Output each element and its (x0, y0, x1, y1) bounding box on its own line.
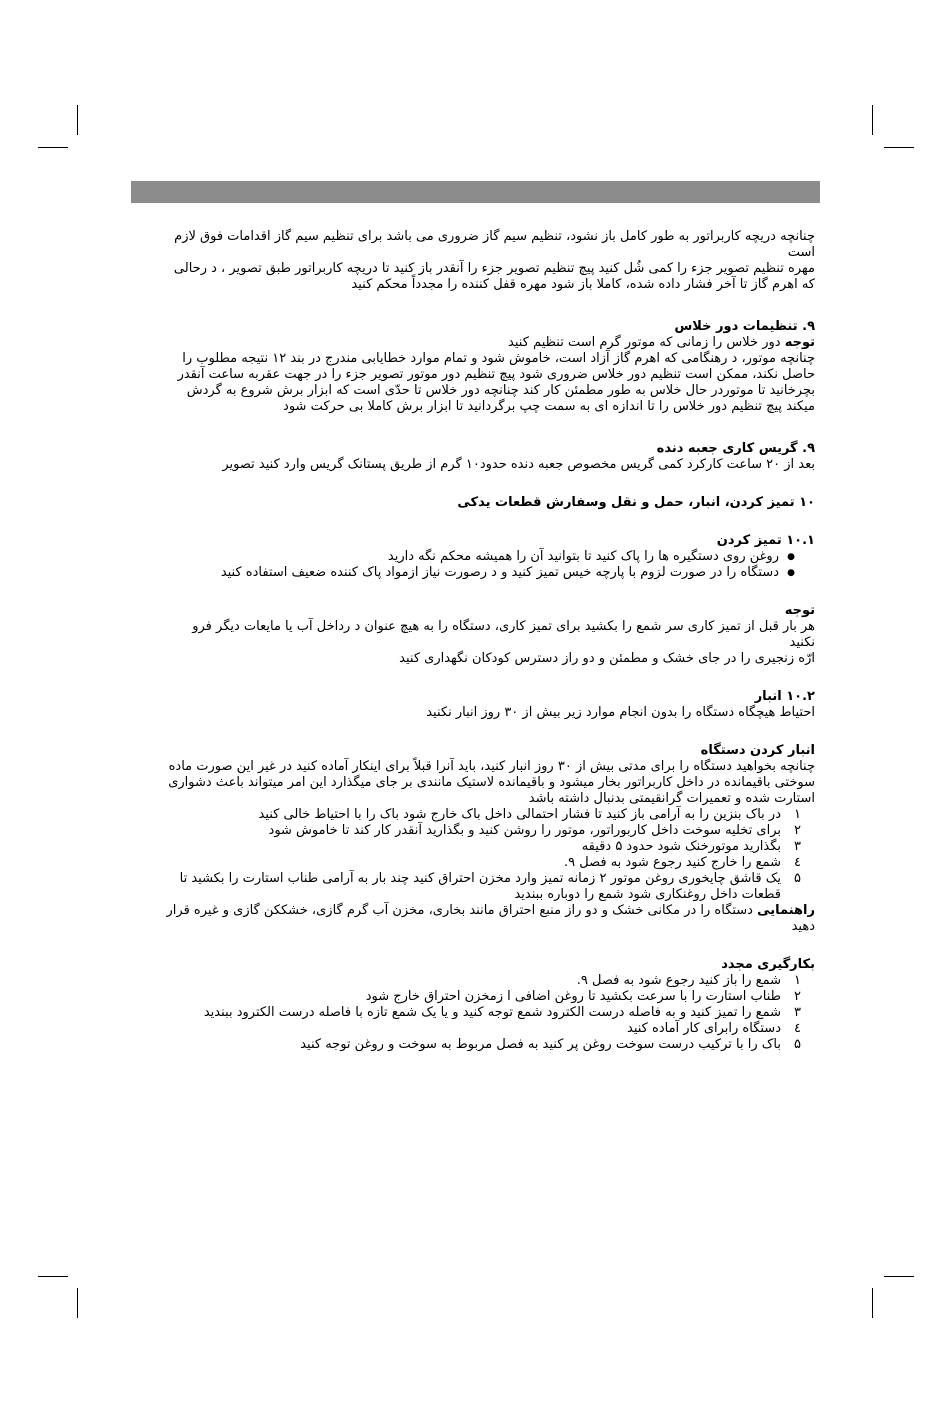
section-heading: بکارگیری مجدد (721, 957, 815, 972)
body-paragraph: چنانچه بخواهید دستگاه را برای مدتی بیش از ۳۰ روز انبار کنید، باید آنرا قبلاً برای اینکار آماده کنید در غیر این صورت ماده سوختی باقیمانده در داخل کاربراتور بخار میشود و باقیمانده لاستیک مانندی بر جای میگذارد این امر میتواند باعث دشواری استارت شده و تعمیرات گرانقیمتی بدنبال داشته باشد (168, 759, 815, 806)
section-heading: توجه (784, 603, 815, 618)
step-text: شمع را باز کنید رجوع شود به فصل ۹. (576, 973, 781, 988)
step-number: ۱ (794, 807, 801, 822)
list-item (165, 1021, 801, 1037)
list-item (165, 807, 801, 823)
step-text: دستگاه رابرای کار آماده کنید (627, 1021, 781, 1036)
list-item (165, 1005, 801, 1021)
step-text: یک قاشق چایخوری روغن موتور ۲ زمانه تمیز وارد مخزن احتراق کنید چند بار به آرامی طناب استارت را بکشید تا قطعات داخل روغنکاری شود شمع را دوباره ببندید (179, 871, 781, 902)
storing-steps (165, 807, 815, 903)
step-text: شمع را تمیز کنید و به فاصله درست الکترود شمع توجه کنید و یا یک شمع تازه با فاصله درست الکترود ببندید (203, 1005, 781, 1020)
crop-mark (884, 1276, 914, 1277)
body-paragraph: احتیاط هیچگاه دستگاه را بدون انجام موارد زیر بیش از ۳۰ روز انبار نکنید (426, 705, 815, 720)
crop-mark (77, 105, 78, 135)
step-number: ۲ (794, 989, 801, 1004)
list-item (165, 823, 801, 839)
step-number: ٤ (794, 855, 801, 870)
list-item: ● دستگاه را در صورت لزوم با پارچه خیس تمیز کنید و د رصورت نیاز ازمواد پاک کننده ضعیف استفاده کنید (165, 565, 779, 581)
section-heading: ۱۰.۲ انبار (754, 689, 815, 704)
note-text: دور خلاس را زمانی که موتور گرم است تنظیم کنید (508, 335, 785, 350)
intro-paragraph: مهره تنظیم تصویر جزء را کمی شُل کنید پیچ تنظیم تصویر جزء را آنقدر باز کنید تا دریچه کاربراتور طبق تصویر ، د رحالی که اهرم گاز تا آخر فشار داده شده، کاملا باز شود مهره قفل کننده را مجدداً محکم کنید (173, 261, 815, 292)
intro-paragraph: چنانچه دریچه کاربراتور به طور کامل باز نشود، تنظیم سیم گاز ضروری می باشد برای تنظیم سیم گاز اقدامات فوق لازم است (174, 229, 815, 260)
list-item (165, 973, 801, 989)
step-text: شمع را خارج کنید رجوع شود به فصل ۹. (563, 855, 781, 870)
list-item: ● روغن روی دستگیره ها را پاک کنید تا بتوانید آن را همیشه محکم نگه دارید (165, 549, 779, 565)
body-paragraph: بعد از ۲۰ ساعت کارکرد کمی گریس مخصوص جعبه دنده حدود۱۰ گرم از طریق پستانک گریس وارد کنید تصویر (222, 457, 815, 472)
section-heading: ۹. تنظیمات دور خلاس (674, 319, 815, 334)
crop-mark (872, 105, 873, 135)
hint-label: راهنمایی (757, 903, 815, 918)
list-item (165, 871, 801, 903)
list-item (165, 839, 801, 855)
step-number: ۵ (794, 1037, 801, 1052)
list-item (165, 855, 801, 871)
step-number: ۳ (794, 1005, 801, 1020)
step-number: ۱ (794, 973, 801, 988)
page-content (165, 229, 815, 1053)
section-heading: انبار کردن دستگاه (700, 743, 815, 758)
header-bar (131, 181, 820, 203)
step-number: ۲ (794, 823, 801, 838)
hint-text: دستگاه را در مکانی خشک و دو راز منبع احتراق مانند بخاری، مخزن آب گرم گازی، خشککن گازی و غیره قرار دهید (166, 903, 815, 934)
step-number: ۳ (794, 839, 801, 854)
body-paragraph: ارّه زنجیری را در جای خشک و مطمئن و دو راز دسترس کودکان نگهداری کنید (399, 651, 815, 666)
hint-paragraph (165, 903, 815, 935)
step-text: در باک بنزین را به آرامی باز کنید تا فشار احتمالی داخل باک خارج شود باک را با احتیاط خالی کنید (258, 807, 781, 822)
crop-mark (38, 1276, 68, 1277)
note-paragraph (165, 335, 815, 351)
step-number: ٤ (794, 1021, 801, 1036)
note-label: توجه (784, 335, 815, 350)
crop-mark (38, 147, 68, 148)
step-text: بگذارید موتورخنک شود حدود ۵ دقیقه (581, 839, 781, 854)
step-text: باک را با ترکیب درست سوخت روغن پر کنید به فصل مربوط به سوخت و روغن توجه کنید (300, 1037, 781, 1052)
section-heading: ۹. گریس کاری جعبه دنده (656, 441, 815, 456)
step-number: ۵ (794, 871, 801, 886)
body-paragraph: چنانچه موتور، د رهنگامی که اهرم گاز آزاد است، خاموش شود و تمام موارد خطایابی مندرج در بند ۱۲ نتیجه مطلوب را حاصل نکند، ممکن است تنظیم دور خلاس ضروری شود پیچ تنظیم دور موتور تصویر جزء را در جهت عقربه ساعت آنقدر بچرخانید تا موتوردر حال خلاس به طور مطمئن کار کند چنانچه دور خلاس تا حدّی است که ابزار برش شروع به گردش میکند پیچ تنظیم دور خلاس را تا اندازه ای به سمت چپ برگردانید تا ابزار برش کاملا بی حرکت شود (177, 351, 815, 414)
step-text: طناب استارت را با سرعت بکشید تا روغن اضافی ا زمخزن احتراق خارج شود (365, 989, 781, 1004)
section-heading: ۱۰.۱ تمیز کردن (716, 533, 815, 548)
crop-mark (872, 1288, 873, 1318)
crop-mark (77, 1288, 78, 1318)
cleaning-list (165, 549, 815, 581)
body-paragraph: هر بار قبل از تمیز کاری سر شمع را بکشید برای تمیز کاری، دستگاه را به هیچ عنوان د رداخل آب یا مایعات دیگر فرو نکنید (192, 619, 815, 650)
list-item (165, 1037, 801, 1053)
step-text: برای تخلیه سوخت داخل کاربوراتور، موتور را روشن کنید و بگذارید آنقدر کار کند تا خاموش شود (268, 823, 781, 838)
crop-mark (884, 147, 914, 148)
chapter-heading: ۱۰ تمیز کردن، انبار، حمل و نقل وسفارش قطعات یدکی (457, 495, 815, 510)
list-item (165, 989, 801, 1005)
reuse-steps (165, 973, 815, 1053)
